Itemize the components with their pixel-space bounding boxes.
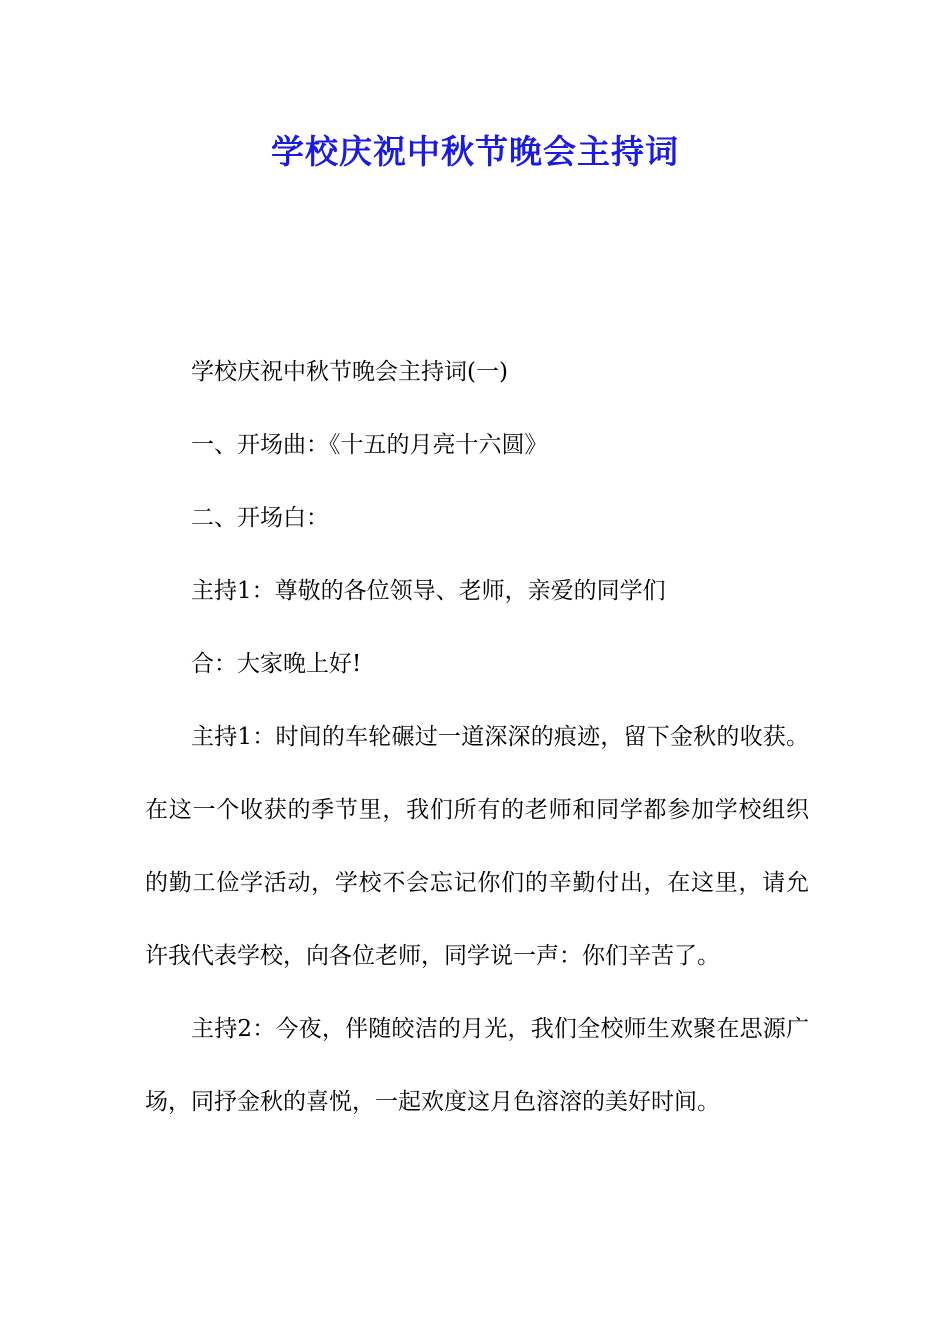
paragraph-host1-speech: 主持1：时间的车轮碾过一道深深的痕迹，留下金秋的收获。在这一个收获的季节里，我们所有的老师和同学都参加学校组织的勤工俭学活动，学校不会忘记你们的辛勤付出，在这里，请允许我代表学校，向各位老师，同学说一声：你们辛苦了。	[145, 724, 809, 969]
paragraph-together: 合：大家晚上好!	[191, 651, 362, 677]
paragraph-host2-speech: 主持2：今夜，伴随皎洁的月光，我们全校师生欢聚在思源广场，同抒金秋的喜悦，一起欢度这月色溶溶的美好时间。	[145, 1016, 809, 1115]
paragraph-host1-greeting: 主持1：尊敬的各位领导、老师，亲爱的同学们	[191, 578, 666, 604]
paragraph-opening-remarks: 二、开场白：	[191, 505, 329, 531]
document-title: 学校庆祝中秋节晚会主持词	[271, 132, 679, 171]
paragraph-opening-song: 一、开场曲：《十五的月亮十六圆》	[191, 432, 548, 458]
paragraph-subtitle: 学校庆祝中秋节晚会主持词(一)	[191, 359, 508, 385]
document-body	[145, 336, 809, 1139]
